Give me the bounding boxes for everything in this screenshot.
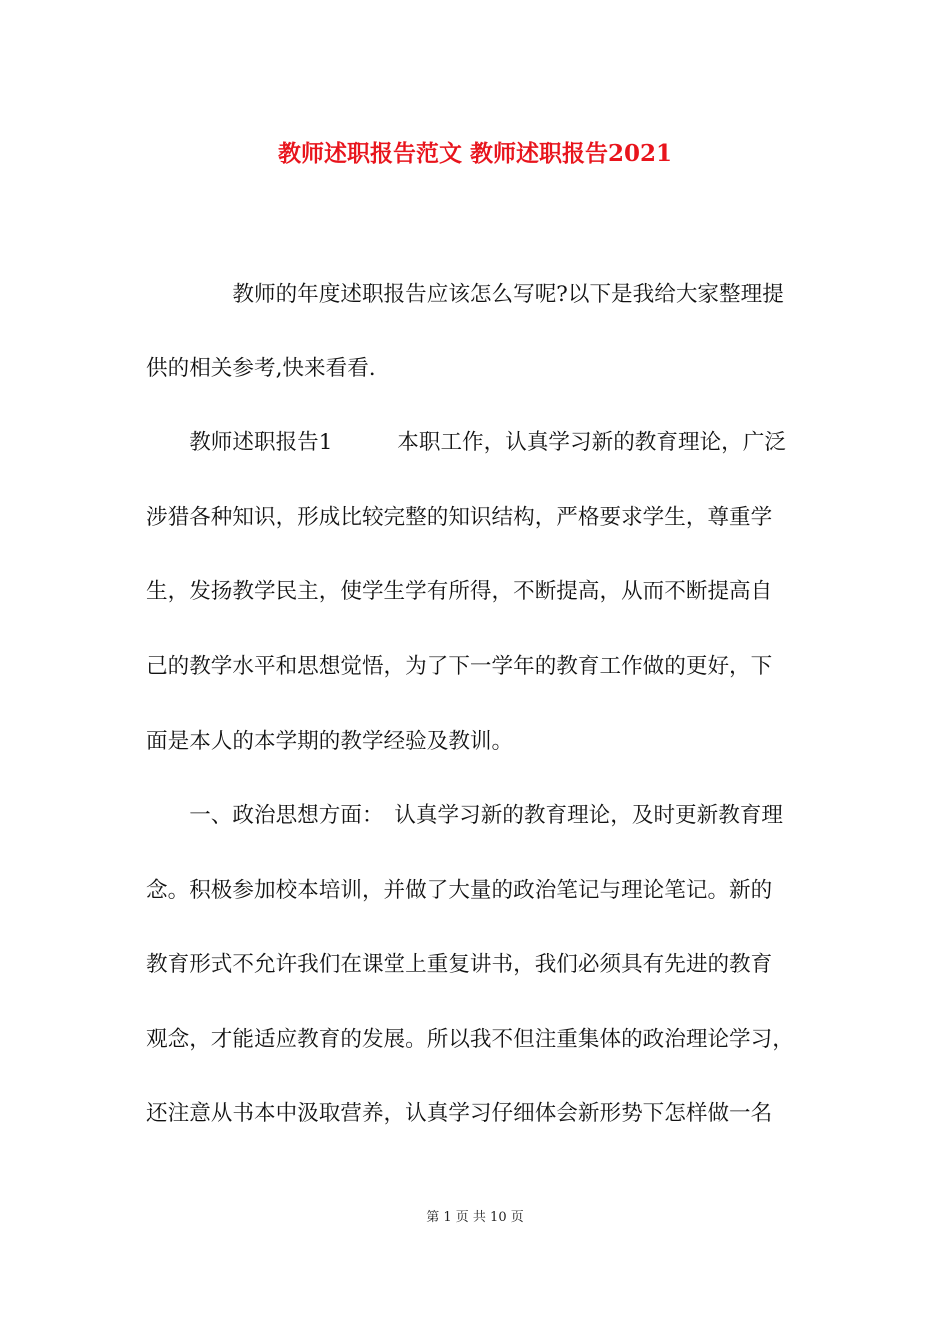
document-title: 教师述职报告范文 教师述职报告2021 (277, 140, 673, 167)
body-line-7: 面是本人的本学期的教学经验及教训。 (146, 729, 514, 754)
page-footer: 第 1 页 共 10 页 (426, 1210, 524, 1225)
body-line-11: 观念，才能适应教育的发展。所以我不但注重集体的政治理论学习， (146, 1027, 794, 1052)
body-line-1: 教师的年度述职报告应该怎么写呢?以下是我给大家整理提 (146, 282, 784, 307)
body-line-5: 生，发扬教学民主，使学生学有所得，不断提高，从而不断提高自 (146, 579, 773, 604)
body-line-10: 教育形式不允许我们在课堂上重复讲书，我们必须具有先进的教育 (146, 952, 773, 977)
body-line-9: 念。积极参加校本培训，并做了大量的政治笔记与理论笔记。新的 (146, 878, 773, 903)
body-line-3: 教师述职报告1 本职工作，认真学习新的教育理论，广泛 (146, 430, 786, 455)
body-line-4: 涉猎各种知识，形成比较完整的知识结构，严格要求学生，尊重学 (146, 505, 773, 530)
body-line-6: 己的教学水平和思想觉悟，为了下一学年的教育工作做的更好，下 (146, 654, 773, 679)
body-line-12: 还注意从书本中汲取营养，认真学习仔细体会新形势下怎样做一名 (146, 1101, 773, 1126)
body-line-2: 供的相关参考,快来看看. (146, 356, 376, 381)
body-line-8: 一、政治思想方面： 认真学习新的教育理论，及时更新教育理 (146, 803, 784, 828)
